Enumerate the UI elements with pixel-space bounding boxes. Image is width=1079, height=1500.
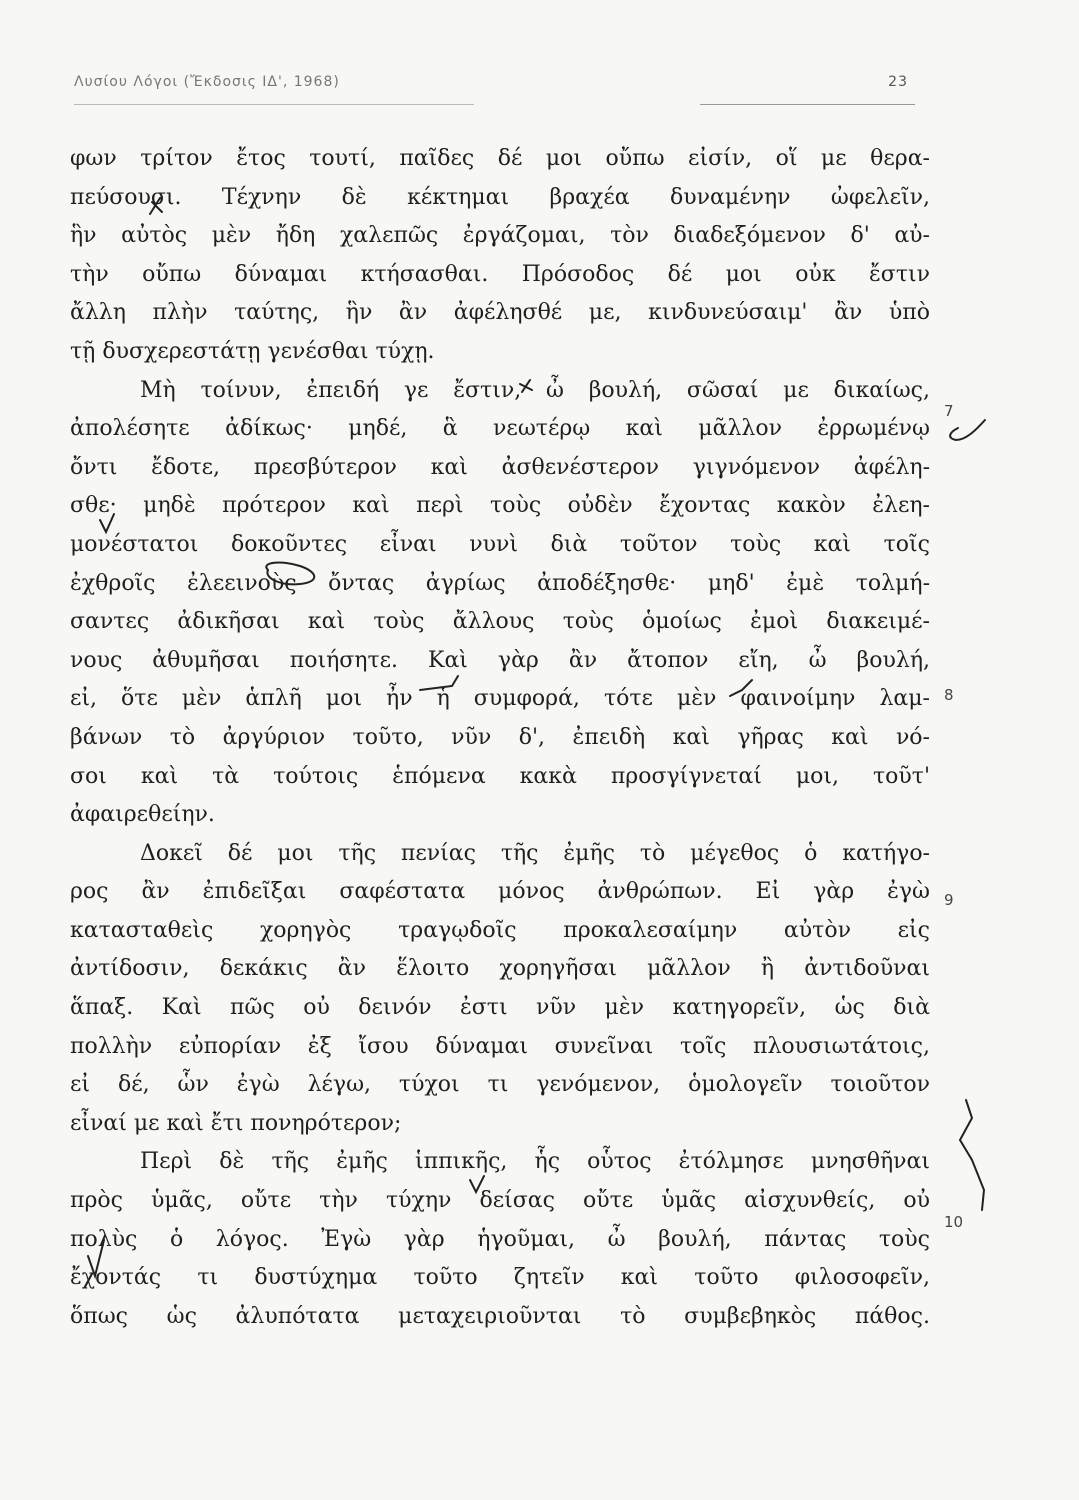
text-line: ἣν αὐτὸς μὲν ἤδη χαλεπῶς ἐργάζομαι, τὸν διαδεξόμενον δ' αὐ- [70,223,930,249]
text-line: ἔχοντάς τι δυστύχημα τοῦτο ζητεῖν καὶ τοῦτο φιλοσοφεῖν, [70,1265,930,1291]
margin-brace-mark [960,1100,984,1210]
text-line: ἅπαξ. Καὶ πῶς οὐ δεινόν ἐστι νῦν μὲν κατηγορεῖν, ὡς διὰ [70,995,930,1021]
text-line: Περὶ δὲ τῆς ἐμῆς ἱππικῆς, ἧς οὗτος ἐτόλμησε μνησθῆναι [140,1149,930,1175]
running-title: Λυσίου Λόγοι (Ἔκδοσις ΙΔ', 1968) [74,74,340,90]
text-line: φων τρίτον ἔτος τουτί, παῖδες δέ μοι οὔπω εἰσίν, οἵ με θερα- [70,146,930,171]
text-line: Μὴ τοίνυν, ἐπειδή γε ἔστιν, ὦ βουλή, σῶσαί με δικαίως, [140,377,930,403]
text-line: τῇ δυσχερεστάτῃ γενέσθαι τύχῃ. [70,338,435,364]
text-line: πρὸς ὑμᾶς, οὔτε τὴν τύχην δείσας οὔτε ὑμᾶς αἰσχυνθείς, οὐ [70,1188,930,1214]
check-mark-v [88,1240,104,1276]
page-number: 23 [888,74,908,90]
text-line: ἐχθροῖς ἐλεεινοὺς ὄντας ἀγρίως ἀποδέξησθε· μηδ' ἐμὲ τολμή- [70,570,930,596]
margin-check-mark [950,420,985,440]
text-line: ρος ἂν ἐπιδεῖξαι σαφέστατα μόνος ἀνθρώπων. Εἰ γὰρ ἐγὼ [70,879,930,905]
text-line: ἀντίδοσιν, δεκάκις ἂν ἕλοιτο χορηγῆσαι μᾶλλον ἢ ἀντιδοῦναι [70,956,930,982]
text-line: εἰ, ὅτε μὲν ἁπλῆ μοι ἦν ἡ συμφορά, τότε μὲν φαινοίμην λαμ- [70,686,930,712]
text-line: σοι καὶ τὰ τούτοις ἑπόμενα κακὰ προσγίγνεταί μοι, τοῦτ' [70,763,930,789]
check-mark-v2 [470,1176,484,1192]
text-line: ἀπολέσητε ἀδίκως· μηδέ, ἃ νεωτέρῳ καὶ μᾶλλον ἐρρωμένῳ [70,416,930,442]
text-line: πεύσουσι. Τέχνην δὲ κέκτημαι βραχέα δυναμένην ὠφελεῖν, [70,184,930,210]
text-line: νους ἀθυμῆσαι ποιήσητε. Καὶ γὰρ ἂν ἄτοπον εἴη, ὦ βουλή, [70,647,930,673]
section-number: 10 [944,1213,964,1231]
text-line: εἶναί με καὶ ἔτι πονηρότερον; [70,1110,402,1136]
text-line: ἀφαιρεθείην. [70,802,215,828]
text-line: ὄντι ἔδοτε, πρεσβύτερον καὶ ἀσθενέστερον γιγνόμενον ἀφέλη- [70,454,930,480]
text-line: κατασταθεὶς χορηγὸς τραγῳδοῖς προκαλεσαίμην αὐτὸν εἰς [70,917,930,943]
text-line: πολὺς ὁ λόγος. Ἐγὼ γὰρ ἡγοῦμαι, ὦ βουλή, πάντας τοὺς [70,1226,930,1252]
insertion-mark-2 [520,380,532,392]
slash-mark [730,680,752,696]
text-line: πολλὴν εὐπορίαν ἐξ ἴσου δύναμαι συνεῖναι τοῖς πλουσιωτάτοις, [70,1033,930,1059]
underline-mark [420,676,458,690]
section-number: 7 [944,402,954,420]
text-line: μονέστατοι δοκοῦντες εἶναι νυνὶ διὰ τοῦτον τοὺς καὶ τοῖς [70,531,930,557]
section-number: 9 [944,891,954,909]
insertion-mark [150,198,162,214]
text-line: σθε· μηδὲ πρότερον καὶ περὶ τοὺς οὐδὲν ἔχοντας κακὸν ἐλεη- [70,493,930,519]
text-line: τὴν οὔπω δύναμαι κτήσασθαι. Πρόσοδος δέ μοι οὐκ ἔστιν [70,261,930,287]
text-line: εἰ δέ, ὧν ἐγὼ λέγω, τύχοι τι γενόμενον, ὁμολογεῖν τοιοῦτον [70,1072,930,1098]
text-line: σαντες ἀδικῆσαι καὶ τοὺς ἄλλους τοὺς ὁμοίως ἐμοὶ διακειμέ- [70,609,930,635]
section-number: 8 [944,686,954,704]
check-mark-v3 [100,514,114,532]
text-line: βάνων τὸ ἀργύριον τοῦτο, νῦν δ', ἐπειδὴ καὶ γῆρας καὶ νό- [70,724,930,750]
text-line: ὅπως ὡς ἀλυπότατα μεταχειριοῦνται τὸ συμβεβηκὸς πάθος. [70,1303,930,1329]
text-line: ἄλλη πλὴν ταύτης, ἣν ἂν ἀφέλησθέ με, κινδυνεύσαιμ' ἂν ὑπὸ [70,300,930,326]
circled-word [266,563,314,585]
text-line: Δοκεῖ δέ μοι τῆς πενίας τῆς ἐμῆς τὸ μέγεθος ὁ κατήγο- [140,840,930,866]
